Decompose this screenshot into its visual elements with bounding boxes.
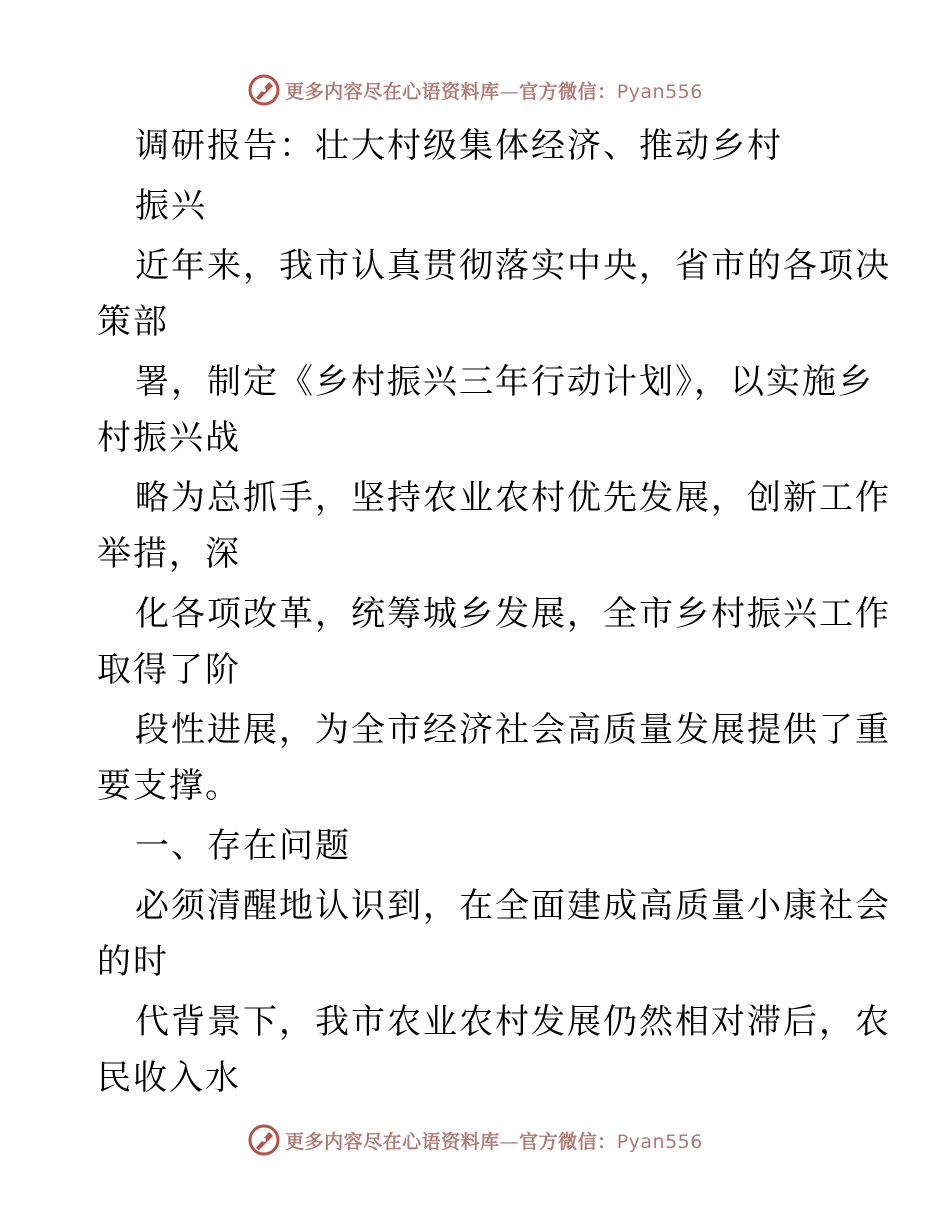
paragraph-line: 必须清醒地认识到，在全面建成高质量小康社会: [135, 886, 891, 926]
paragraph-line: 署，制定《乡村振兴三年行动计划》，以实施乡: [135, 362, 874, 402]
paragraph-line: 取得了阶: [97, 650, 241, 690]
pen-nib-seal-icon: [247, 1123, 281, 1157]
footer-banner: [0, 1122, 950, 1158]
document-title-line-1: 调研报告：壮大村级集体经济、推动乡村: [135, 126, 783, 166]
paragraph-line: 近年来，我市认真贯彻落实中央，省市的各项决: [135, 246, 891, 286]
paragraph-line: 举措，深: [97, 534, 241, 574]
paragraph-line: 略为总抓手，坚持农业农村优先发展，创新工作: [135, 478, 891, 518]
paragraph-line: 段性进展，为全市经济社会高质量发展提供了重: [135, 710, 891, 750]
paragraph-line: 村振兴战: [97, 418, 241, 458]
paragraph-line: 代背景下，我市农业农村发展仍然相对滞后，农: [135, 1002, 891, 1042]
paragraph-line: 策部: [97, 302, 169, 342]
section-heading: 一、存在问题: [135, 826, 351, 866]
pen-nib-seal-icon: [247, 73, 281, 107]
banner-text: 更多内容尽在心语资料库—官方微信：Pyan556: [285, 1130, 703, 1153]
header-banner: [0, 72, 950, 108]
paragraph-line: 民收入水: [97, 1058, 241, 1098]
paragraph-line: 化各项改革，统筹城乡发展，全市乡村振兴工作: [135, 594, 891, 634]
paragraph-line: 的时: [97, 942, 169, 982]
banner-text: 更多内容尽在心语资料库—官方微信：Pyan556: [285, 80, 703, 103]
document-title-line-2: 振兴: [135, 186, 207, 226]
paragraph-line: 要支撑。: [97, 766, 241, 806]
